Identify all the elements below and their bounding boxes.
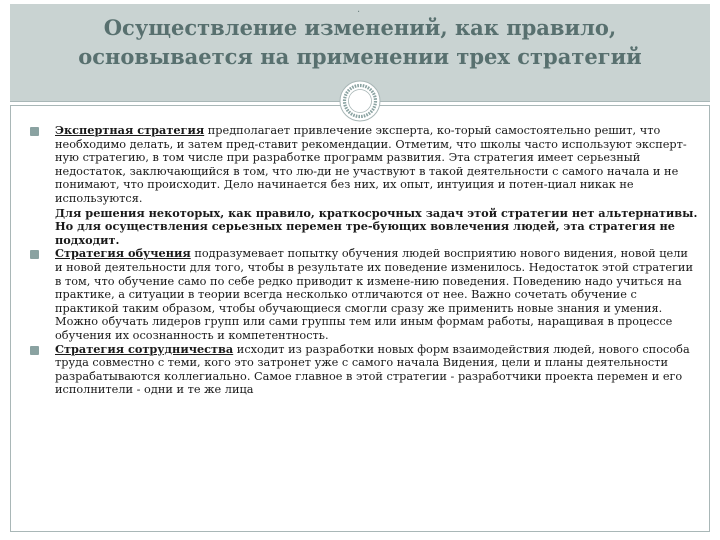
item-text: исходит из разработки новых форм взаимодействия людей, нового способа труда совместно с теми, кого это затронет уже с самого начала Видения, цели и планы деятельности разрабатываются коллегиально. Самое главное в этой стратегии - разработчики проекта перемен и его исполнители - одни и те же лица [55,342,690,397]
bullet-square-icon [30,346,39,355]
ornament-medallion-icon [339,80,381,122]
title-line-2: основывается на применении трех стратегий [78,44,642,69]
bullet-square-icon [30,250,39,259]
item-term: Стратегия сотрудничества [55,341,234,356]
item-bold-paragraph: Для решения некоторых, как правило, краткосрочных задач этой стратегии нет альтернативы. Но для осуществления серьезных перемен тре-бующих вовлечения людей, эта стратегия не подходит. [55,205,698,247]
title-mark: . [357,4,361,15]
item-term: Стратегия обучения [55,246,191,261]
slide-title [20,13,700,71]
bullet-square-icon [30,127,39,136]
item-text: предполагает привлечение эксперта, ко-торый самостоятельно решит, что необходимо делать, и затем пред-ставит рекомендации. Отметим, что школы часто используют эксперт-ную стратегию, в том числе при разработке программ развития. Эта стратегия имеет серьезный недостаток, заключающийся в том, что лю-ди не участвуют в такой деятельности с самого начала и не понимают, что происходит. Дело начинается без них, их опыт, интуиция и потен-циал никак не используются. [55,124,687,205]
list-item [22,124,698,247]
item-text: подразумевает попытку обучения людей восприятию нового видения, новой цели и новой деятельности для того, чтобы в результате их поведение изменилось. Недостаток этой стратегии в том, что обучение само по себе редко приводит к измене-нию поведения. Поведению надо учиться на практике, а ситуации в теории всегда несколько отличаются от нее. Важно сочетать обучение с практикой таким образом, чтобы обучающиеся смогли сразу же применить новые знания и умения. Можно обучать лидеров групп или сами группы тем или иным формам работы, наращивая в процессе обучения их осознанность и компетентность. [55,247,693,342]
list-item [22,343,698,397]
item-term: Экспертная стратегия [55,123,205,137]
slide-content [22,124,698,397]
title-line-1: Осуществление изменений, как правило, [103,15,617,40]
list-item [22,247,698,342]
